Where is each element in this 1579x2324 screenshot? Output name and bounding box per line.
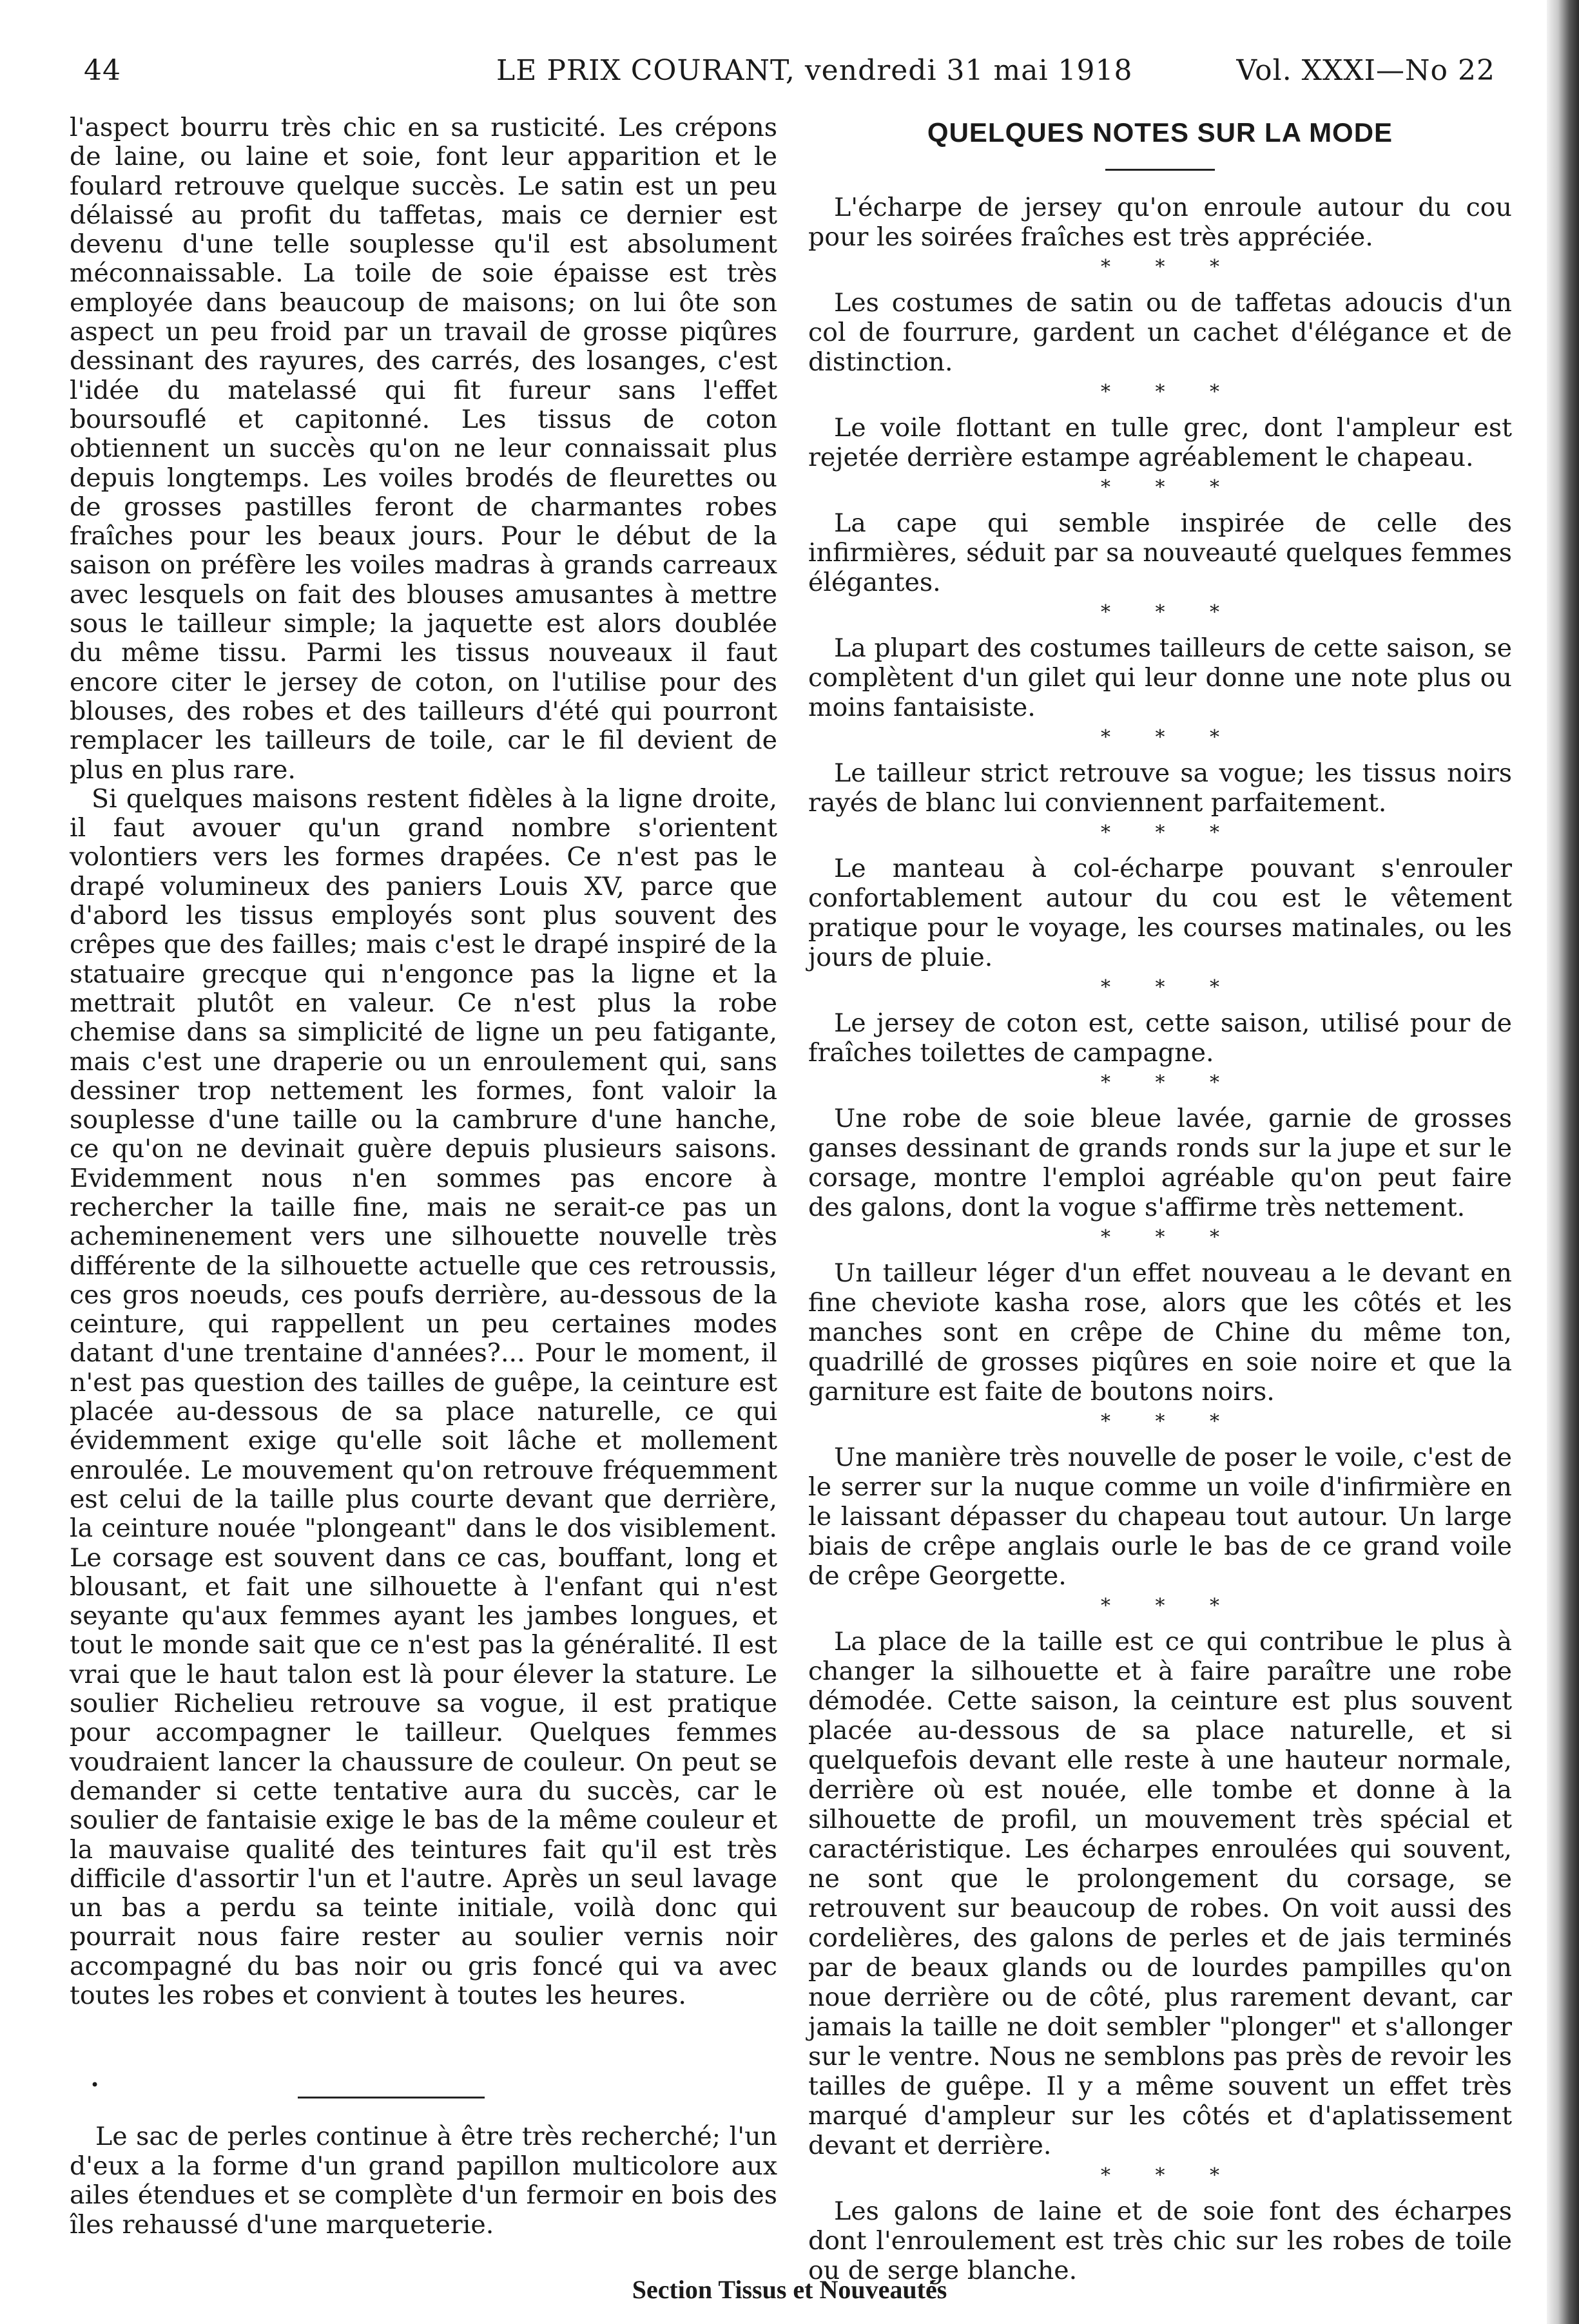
left-paragraph-2: Si quelques maisons restent fidèles à la ligne droite, il faut avouer qu'un grand nombre s'orientent volontiers vers les formes drapées. Ce n'est pas le drapé volumineux des paniers Louis XV, parce que d'abord les tissus employés sont plus souvent des crêpes que des failles; mais c'est le drapé inspiré de la statuaire grecque qui n'engonce pas la ligne et la mettrait plutôt en valeur. Ce n'est plus la robe chemise dans sa simplicité de ligne un peu fatigante, mais c'est une draperie ou un enroulement qui, sans dessiner trop nettement les formes, font valoir la souplesse d'une taille ou la cambrure d'une hanche, ce qu'on ne devinait guère depuis plusieurs saisons. Evidemment nous n'en sommes pas encore à rechercher la taille fine, mais ne serait-ce pas un acheminenement vers une silhouette nouvelle très différente de la silhouette actuelle que ces retroussis, ces gros noeuds, ces poufs derrière, au-dessous de la ceinture, qui rappellent un peu certaines modes datant d'une trentaine d'années?... Pour le moment, il n'est pas question des tailles de guêpe, la ceinture est placée au-dessous de sa place naturelle, ce qui évidemment exige qu'elle soit lâche et mollement enroulée. Le mouvement qu'on retrouve fréquemment est celui de la taille plus courte devant que derrière, la ceinture nouée "plongeant" dans le dos visiblement. Le corsage est souvent dans ce cas, bouffant, long et blousant, et fait une silhouette à l'enfant qui n'est seyante qu'aux femmes ayant les jambes longues, et tout le monde sait que ce n'est pas la généralité. Il est vrai que le haut talon est là pour élever la stature. Le soulier Richelieu retrouve sa vogue, il est pratique pour accompagner le tailleur. Quelques femmes voudraient lancer la chaussure de couleur. On peut se demander si cette tentative aura du succès, car le soulier de fantaisie exige le bas de la même couleur et la mauvaise qualité des teintures fait qu'il est très difficile d'assortir l'un et l'autre. Après un seul lavage un bas a perdu sa teinte initiale, voilà donc qui pourrait nous faire rester au soulier vernis noir accompagné du bas noir ou gris foncé qui va avec toutes les robes et convient à toutes les heures.: [70, 783, 777, 2010]
separator-stars: * * *: [1100, 821, 1239, 844]
separator-stars: * * *: [1100, 381, 1239, 403]
note-11: Une manière très nouvelle de poser le voile, c'est de le serrer sur la nuque comme un voile d'infirmière en le laissant dépasser du chapeau tout autour. Un large biais de crêpe anglais ourle le bas de ce grand voile de crêpe Georgette.: [808, 1443, 1512, 1591]
separator-stars: * * *: [1100, 976, 1239, 999]
sac-paragraph-block: [70, 2122, 777, 2240]
note-7: Le manteau à col-écharpe pouvant s'enrouler confortablement autour du cou est le vêtement pratique pour le voyage, les courses matinales, ou les jours de pluie.: [808, 854, 1512, 972]
separator-stars: * * *: [1100, 476, 1239, 499]
separator-stars: * * *: [1100, 1410, 1239, 1433]
left-divider: [298, 2097, 485, 2098]
note-5: La plupart des costumes tailleurs de cette saison, se complètent d'un gilet qui leur donne une note plus ou moins fantaisiste.: [808, 633, 1512, 722]
separator-stars: * * *: [1100, 601, 1239, 624]
page-header: [71, 50, 1508, 95]
section-footer: Section Tissus et Nouveautés: [632, 2275, 947, 2304]
publication-title: LE PRIX COURANT, vendredi 31 mai 1918: [496, 54, 1133, 87]
separator-stars: * * *: [1100, 726, 1239, 749]
separator-stars: * * *: [1100, 1226, 1239, 1249]
note-13: Les galons de laine et de soie font des écharpes dont l'enroulement est très chic sur les robes de toile ou de serge blanche.: [808, 2196, 1512, 2285]
section-heading: QUELQUES NOTES SUR LA MODE: [927, 117, 1393, 148]
separator-stars: * * *: [1100, 1595, 1239, 1617]
separator-stars: * * *: [1100, 1071, 1239, 1094]
note-10: Un tailleur léger d'un effet nouveau a le devant en fine cheviote kasha rose, alors que les côtés et les manches sont en crêpe de Chine du même ton, quadrillé de grosses piqûres en soie noire et que la garniture est faite de boutons noirs.: [808, 1258, 1512, 1407]
stray-dot: •: [90, 2076, 100, 2094]
note-9: Une robe de soie bleue lavée, garnie de grosses ganses dessinant de grands ronds sur la jupe et sur le corsage, montre l'emploi agréable qu'on peut faire des galons, dont la vogue s'affirme très nettement.: [808, 1104, 1512, 1222]
page-number: 44: [84, 54, 121, 87]
sac-paragraph: Le sac de perles continue à être très recherché; l'un d'eux a la forme d'un grand papillon multicolore aux ailes étendues et se complète d'un fermoir en bois des îles rehaussé d'une marqueterie.: [70, 2122, 777, 2240]
separator-stars: * * *: [1100, 256, 1239, 278]
note-12: La place de la taille est ce qui contribue le plus à changer la silhouette et à faire paraître une robe démodée. Cette saison, la ceinture est plus souvent placée au-dessous de sa place naturelle, et si quelquefois devant elle reste à une hauteur normale, derrière où est nouée, elle tombe et donne à la silhouette de profil, un mouvement très spécial et caractéristique. Les écharpes enroulées qui souvent, ne sont que le prolongement du corsage, se retrouvent sur beaucoup de robes. On voit aussi des cordelières, des galons de perles et de jais terminés par de beaux glands ou de lourdes pampilles qu'on noue derrière ou de côté, plus rarement devant, car jamais la taille ne doit sembler "plonger" et s'allonger sur le ventre. Nous ne semblons pas près de revoir les tailles de guêpe. Il y a même souvent un effet très marqué d'ampleur sur les côtés et d'aplatissement devant et derrière.: [808, 1627, 1512, 2160]
note-4: La cape qui semble inspirée de celle des infirmières, séduit par sa nouveauté quelques femmes élégantes.: [808, 508, 1512, 597]
note-1: L'écharpe de jersey qu'on enroule autour du cou pour les soirées fraîches est très appréciée.: [808, 193, 1512, 252]
separator-stars: * * *: [1100, 2164, 1239, 2187]
right-column: [808, 113, 1512, 2285]
note-6: Le tailleur strict retrouve sa vogue; les tissus noirs rayés de blanc lui conviennent parfaitement.: [808, 758, 1512, 818]
note-8: Le jersey de coton est, cette saison, utilisé pour de fraîches toilettes de campagne.: [808, 1008, 1512, 1068]
note-3: Le voile flottant en tulle grec, dont l'ampleur est rejetée derrière estampe agréablement le chapeau.: [808, 413, 1512, 472]
volume-number: Vol. XXXI—No 22: [1236, 54, 1495, 87]
left-column: [70, 113, 777, 2010]
scan-edge: [1547, 0, 1579, 2324]
note-2: Les costumes de satin ou de taffetas adoucis d'un col de fourrure, gardent un cachet d'élégance et de distinction.: [808, 288, 1512, 377]
left-paragraph-1: l'aspect bourru très chic en sa rusticité. Les crépons de laine, ou laine et soie, font leur apparition et le foulard retrouve quelque succès. Le satin est un peu délaissé au profit du taffetas, mais ce dernier est devenu d'une telle souplesse qu'il est absolument méconnaissable. La toile de soie épaisse est très employée dans beaucoup de maisons; on lui ôte son aspect un peu froid par un travail de grosse piqûres dessinant des rayures, des carrés, des losanges, c'est l'idée du matelassé qui fit fureur sans l'effet boursouflé et capitonné. Les tissus de coton obtiennent un succès qu'on ne leur connaissait plus depuis longtemps. Les voiles brodés de fleurettes ou de grosses pastilles feront de charmantes robes fraîches pour les beaux jours. Pour le début de la saison on préfère les voiles madras à grands carreaux avec lesquels on fait des blouses amusantes à mettre sous le tailleur simple; la jaquette est alors doublée du même tissu. Parmi les tissus nouveaux il faut encore citer le jersey de coton, on l'utilise pour des blouses, des robes et des tailleurs d'été qui pourront remplacer les tailleurs de toile, car le fil devient de plus en plus rare.: [70, 113, 777, 785]
